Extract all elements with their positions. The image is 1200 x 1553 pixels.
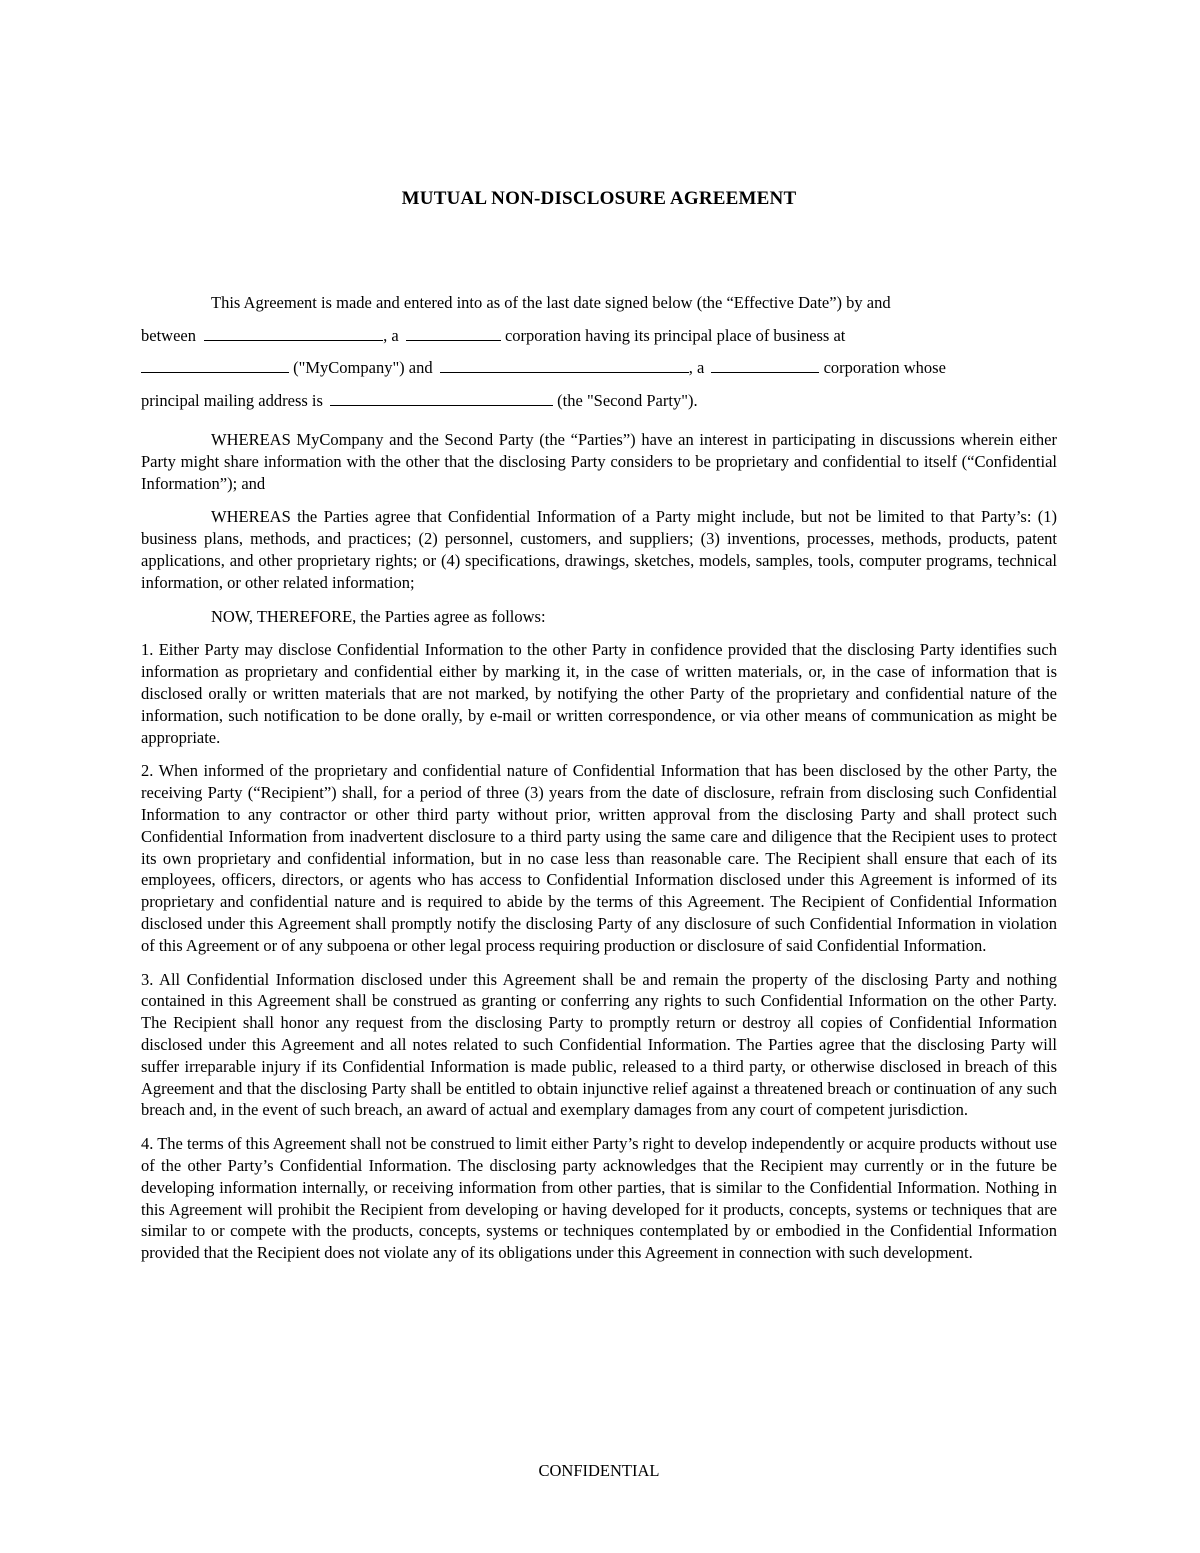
first-party-address-blank [141, 355, 289, 373]
intro-line-3 [141, 352, 1057, 385]
agreement-body [141, 429, 1057, 1276]
clause-4: 4. The terms of this Agreement shall not be construed to limit either Party’s right to develop independently or acquire products without use of the other Party’s Confidential Information. The disclosing party acknowledges that the Recipient may currently or in the future be developing information internally, or receiving information from other parties, that is similar to the Confidential Information. Nothing in this Agreement will prohibit the Recipient from developing or having developed for it products, concepts, systems or techniques that are similar to or compete with the products, concepts, systems or techniques contemplated by or embodied in the Confidential Information provided that the Recipient does not violate any of its obligations under this Agreement in connection with such development. [141, 1134, 1057, 1263]
second-party-address-blank [330, 388, 553, 406]
now-therefore-paragraph: NOW, THEREFORE, the Parties agree as follows: [211, 606, 546, 626]
second-party-name-blank [440, 355, 689, 373]
intro-line-1: This Agreement is made and entered into as of the last date signed below (the “Effective Date”) by and [211, 293, 891, 312]
clause-1: 1. Either Party may disclose Confidential Information to the other Party in confidence provided that the disclosing Party identifies such information as proprietary and confidential either by marking it, in the case of written materials, or, in the case of information that is disclosed orally or written materials that are not marked, by notifying the other Party of the proprietary and confidential nature of the information, such notification to be done orally, by e-mail or written correspondence, or via other means of communication as might be appropriate. [141, 640, 1057, 747]
first-party-state-blank [406, 323, 501, 341]
intro-line-2 [141, 320, 1057, 353]
clause-2: 2. When informed of the proprietary and confidential nature of Confidential Information that has been disclosed by the other Party, the receiving Party (“Recipient”) shall, for a period of three (3) years from the date of disclosure, refrain from disclosing such Confidential Information to any contractor or other third party without prior, written approval from the disclosing Party and shall protect such Confidential Information from inadvertent disclosure to a third party using the same care and diligence that the Recipient uses to protect its own proprietary and confidential information, but in no case less than reasonable care. The Recipient shall ensure that each of its employees, officers, directors, or agents who has access to Confidential Information disclosed under this Agreement is informed of its proprietary and confidential nature and is required to abide by the terms of this Agreement. The Recipient of Confidential Information disclosed under this Agreement shall promptly notify the disclosing Party of any disclosure of such Confidential Information in violation of this Agreement or of any subpoena or other legal process requiring production or disclosure of said Confidential Information. [141, 761, 1057, 955]
intro-line-4 [141, 385, 1057, 418]
intro-mailing-address-label: principal mailing address is [141, 391, 323, 411]
intro-a2-label: , a [688, 358, 705, 378]
whereas-paragraph-2: WHEREAS the Parties agree that Confidential Information of a Party might include, but not be limited to that Party’s: (1) business plans, methods, and practices; (2) personnel, customers, and suppliers; (3) inventions, processes, methods, products, patent applications, and other proprietary rights; or (4) specifications, drawings, sketches, models, samples, tools, computer programs, technical information, or other related information; [141, 507, 1057, 592]
intro-mycompany-label: ("MyCompany") and [293, 358, 433, 378]
confidential-footer: CONFIDENTIAL [538, 1461, 660, 1480]
intro-principal-place-label: corporation having its principal place of business at [504, 325, 846, 345]
intro-second-party-label: (the "Second Party"). [557, 391, 698, 411]
intro-paragraph [141, 287, 1057, 418]
intro-between-label: between [141, 325, 196, 345]
first-party-name-blank [204, 323, 383, 341]
intro-corporation-whose-label: corporation whose [823, 358, 946, 378]
clause-3: 3. All Confidential Information disclosed under this Agreement shall be and remain the property of the disclosing Party and nothing contained in this Agreement shall be construed as granting or conferring any rights to such Confidential Information on the other Party. The Recipient shall honor any request from the disclosing Party to promptly return or destroy all copies of Confidential Information disclosed under this Agreement and all notes related to such Confidential Information. The Parties agree that the disclosing Party will suffer irreparable injury if its Confidential Information is made public, released to a third party, or otherwise disclosed in breach of this Agreement and that the disclosing Party shall be entitled to obtain injunctive relief against a threatened breach or continuation of any such breach and, in the event of such breach, an award of actual and exemplary damages from any court of competent jurisdiction. [141, 969, 1057, 1120]
document-page [141, 0, 1057, 1553]
second-party-state-blank [711, 355, 819, 373]
document-title: MUTUAL NON-DISCLOSURE AGREEMENT [401, 188, 797, 209]
whereas-paragraph-1: WHEREAS MyCompany and the Second Party (the “Parties”) have an interest in participating in discussions wherein either Party might share information with the other that the disclosing Party considers to be proprietary and confidential to itself (“Confidential Information”); and [141, 430, 1057, 493]
intro-a-label: , a [383, 325, 399, 345]
